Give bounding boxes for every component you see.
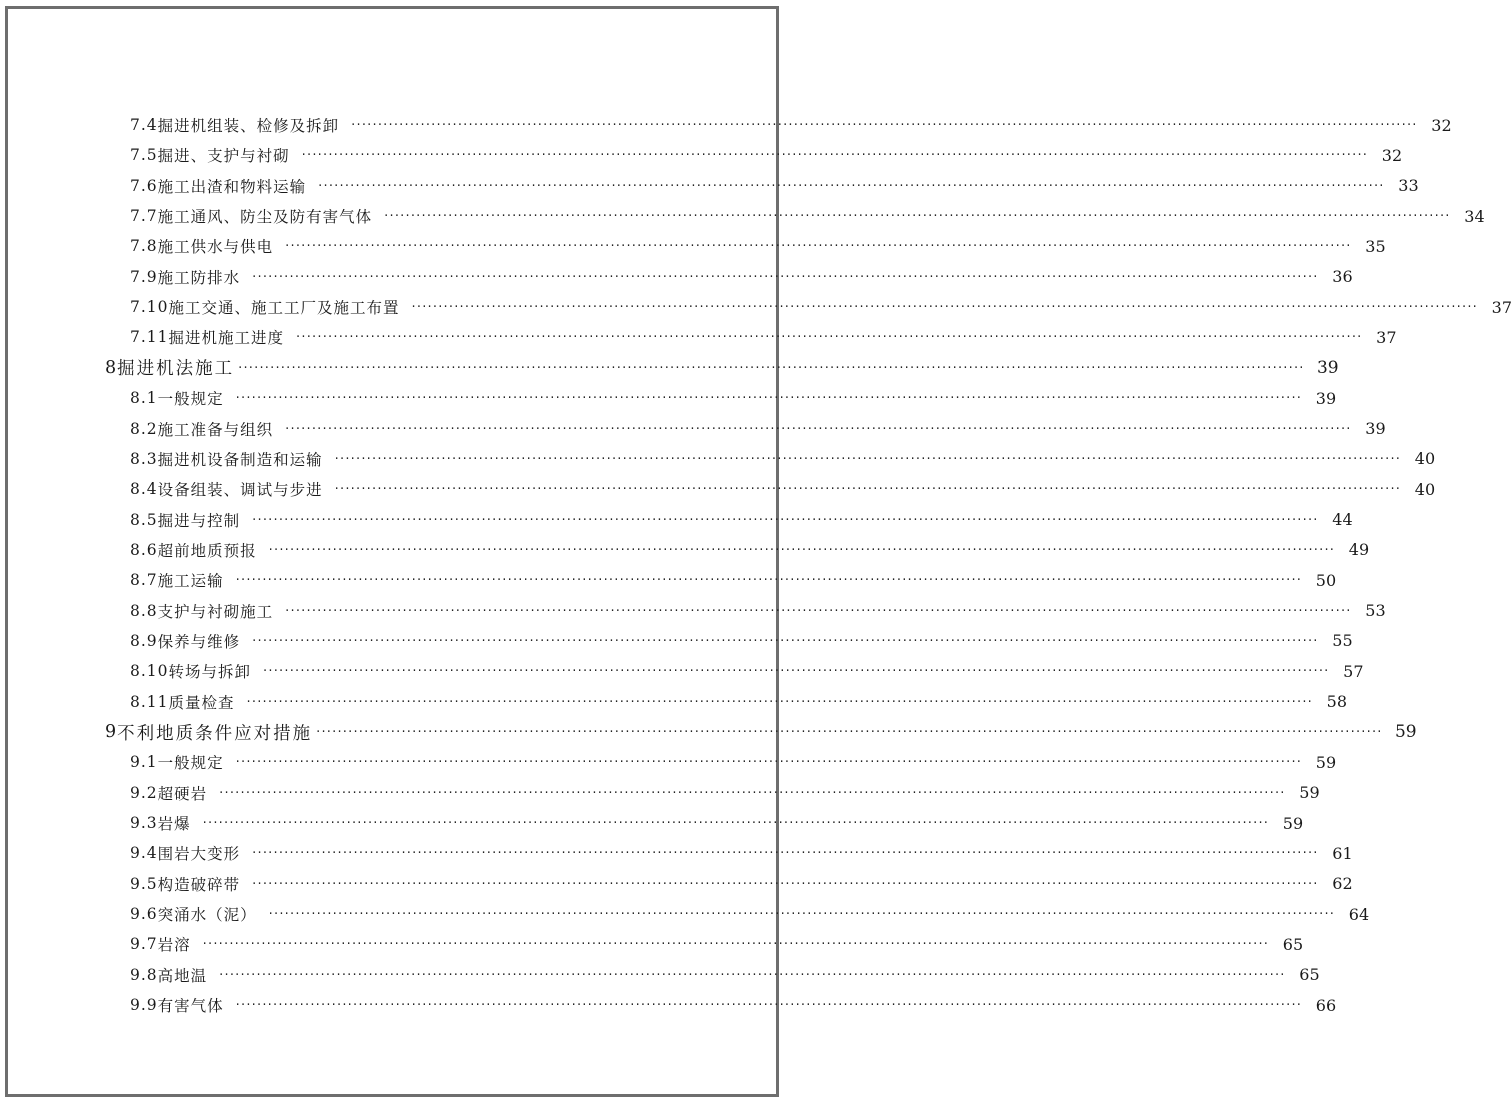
- toc-section-entry[interactable]: [130, 656, 1364, 686]
- toc-entry-number: 8.4: [130, 480, 158, 499]
- toc-dot-leader: ········································································································································································································: [268, 542, 1336, 558]
- toc-dot-leader: ········································································································································································································: [285, 603, 1352, 619]
- toc-chapter-entry[interactable]: [105, 717, 1417, 747]
- toc-entry-number: 7.6: [130, 176, 158, 195]
- toc-entry-number: 7.9: [130, 267, 158, 286]
- toc-dot-leader: ········································································································································································································: [384, 209, 1451, 225]
- toc-section-entry[interactable]: [130, 140, 1403, 170]
- toc-entry-number: 9.6: [130, 905, 158, 924]
- toc-section-entry[interactable]: [130, 565, 1337, 595]
- toc-entry-page-number: 37: [1491, 297, 1512, 317]
- toc-section-entry[interactable]: [130, 110, 1452, 140]
- toc-dot-leader: ········································································································································································································: [202, 816, 1270, 832]
- toc-section-entry[interactable]: [130, 535, 1370, 565]
- toc-dot-leader: ········································································································································································································: [235, 573, 1303, 589]
- toc-entry-title: 岩爆: [157, 815, 191, 834]
- toc-entry-page-number: 59: [1315, 752, 1337, 772]
- toc-dot-leader: ········································································································································································································: [316, 725, 1383, 740]
- toc-entry-number: 8.10: [130, 662, 169, 681]
- toc-section-entry[interactable]: [130, 990, 1337, 1020]
- toc-entry-number: 8.9: [130, 631, 158, 650]
- toc-entry-number: 8.6: [130, 540, 158, 559]
- toc-entry-number: 7.5: [130, 146, 158, 165]
- toc-entry-page-number: 59: [1299, 783, 1320, 803]
- toc-entry-number: 8.3: [130, 449, 158, 468]
- toc-chapter-entry[interactable]: [105, 353, 1339, 383]
- toc-dot-leader: ········································································································································································································: [318, 178, 1385, 194]
- toc-entry-number: 9.4: [130, 844, 158, 863]
- toc-dot-leader: ········································································································································································································: [351, 118, 1418, 133]
- toc-entry-title: 超硬岩: [157, 784, 208, 803]
- toc-entry-title: 施工运输: [157, 572, 224, 591]
- toc-dot-leader: ········································································································································································································: [238, 360, 1305, 376]
- toc-entry-page-number: 49: [1348, 540, 1370, 560]
- toc-entry-title: 施工交通、施工工厂及施工布置: [168, 299, 400, 318]
- toc-entry-page-number: 58: [1326, 692, 1347, 712]
- toc-entry-page-number: 40: [1414, 479, 1436, 499]
- toc-entry-title: 超前地质预报: [157, 541, 257, 560]
- toc-entry-number: 8: [105, 357, 118, 378]
- toc-entry-number: 9.7: [130, 935, 158, 954]
- toc-entry-title: 掘进与控制: [157, 511, 241, 530]
- toc-entry-title: 施工供水与供电: [157, 238, 274, 257]
- toc-entry-number: 7.8: [130, 237, 158, 256]
- toc-section-entry[interactable]: [130, 262, 1353, 292]
- toc-dot-leader: ········································································································································································································: [334, 451, 1402, 467]
- toc-dot-leader: ········································································································································································································: [411, 300, 1478, 316]
- toc-entry-number: 8.5: [130, 510, 158, 529]
- toc-dot-leader: ········································································································································································································: [285, 421, 1352, 437]
- toc-entry-number: 9.8: [130, 965, 158, 984]
- toc-entry-page-number: 50: [1315, 570, 1337, 590]
- toc-dot-leader: ········································································································································································································: [235, 998, 1303, 1014]
- toc-dot-leader: ········································································································································································································: [334, 482, 1402, 498]
- toc-dot-leader: ········································································································································································································: [252, 876, 1319, 892]
- toc-entry-number: 8.2: [130, 419, 158, 438]
- toc-section-entry[interactable]: [130, 626, 1353, 656]
- toc-entry-title: 围岩大变形: [157, 845, 241, 864]
- toc-entry-number: 9: [105, 722, 118, 742]
- toc-entry-page-number: 65: [1282, 934, 1304, 954]
- toc-dot-leader: ········································································································································································································: [219, 967, 1286, 983]
- toc-entry-number: 8.8: [130, 601, 158, 620]
- toc-section-entry[interactable]: [130, 747, 1337, 777]
- toc-entry-page-number: 57: [1343, 661, 1364, 681]
- toc-section-entry[interactable]: [130, 383, 1337, 413]
- toc-entry-number: 7.4: [130, 116, 158, 134]
- toc-dot-leader: ········································································································································································································: [252, 846, 1319, 862]
- toc-entry-title: 有害气体: [157, 997, 224, 1016]
- toc-section-entry[interactable]: [130, 322, 1397, 352]
- toc-entry-title: 岩溶: [157, 936, 191, 955]
- toc-section-entry[interactable]: [130, 899, 1370, 929]
- toc-dot-leader: ········································································································································································································: [296, 330, 1363, 346]
- toc-entry-page-number: 39: [1315, 388, 1337, 408]
- toc-entry-title: 质量检查: [168, 693, 235, 712]
- toc-entry-page-number: 36: [1332, 267, 1353, 287]
- toc-section-entry[interactable]: [130, 474, 1436, 504]
- toc-entry-page-number: 39: [1316, 357, 1339, 378]
- toc-section-entry[interactable]: [130, 231, 1386, 261]
- toc-section-entry[interactable]: [130, 292, 1512, 322]
- toc-entry-number: 7.10: [130, 298, 169, 317]
- toc-entry-number: 8.11: [130, 692, 169, 711]
- toc-entry-title: 施工出渣和物料运输: [157, 177, 307, 196]
- toc-entry-title: 施工防排水: [157, 268, 241, 287]
- toc-entry-title: 施工准备与组织: [157, 420, 274, 439]
- toc-dot-leader: ········································································································································································································: [246, 694, 1313, 710]
- toc-dot-leader: ········································································································································································································: [252, 633, 1319, 649]
- toc-entry-page-number: 59: [1394, 722, 1417, 742]
- toc-entry-title: 掘进机设备制造和运输: [157, 450, 323, 469]
- toc-entry-page-number: 35: [1365, 236, 1386, 256]
- toc-entry-page-number: 39: [1365, 419, 1386, 438]
- toc-entry-page-number: 53: [1365, 601, 1386, 621]
- toc-section-entry[interactable]: [130, 414, 1386, 444]
- toc-entry-page-number: 33: [1398, 176, 1419, 196]
- toc-dot-leader: ········································································································································································································: [235, 755, 1303, 771]
- toc-dot-leader: ········································································································································································································: [285, 239, 1352, 255]
- toc-dot-leader: ········································································································································································································: [263, 664, 1330, 680]
- toc-section-entry[interactable]: [130, 838, 1353, 868]
- toc-section-entry[interactable]: [130, 808, 1304, 838]
- toc-entry-number: 9.1: [130, 753, 158, 772]
- toc-entry-number: 9.9: [130, 996, 158, 1015]
- toc-entry-page-number: 34: [1464, 206, 1485, 226]
- toc-entry-title: 施工通风、防尘及防有害气体: [157, 208, 373, 227]
- toc-section-entry[interactable]: [130, 171, 1419, 201]
- toc-entry-title: 一般规定: [157, 390, 224, 409]
- toc-entry-title: 突涌水（泥）: [157, 906, 257, 925]
- toc-entry-page-number: 40: [1414, 449, 1436, 469]
- toc-dot-leader: ········································································································································································································: [252, 512, 1319, 528]
- toc-entry-number: 9.2: [130, 783, 158, 802]
- toc-entry-page-number: 32: [1381, 145, 1403, 165]
- toc-entry-page-number: 64: [1348, 904, 1370, 924]
- toc-entry-number: 7.11: [130, 328, 169, 347]
- toc-entry-title: 不利地质条件应对措施: [117, 723, 313, 744]
- toc-entry-number: 8.7: [130, 571, 158, 590]
- toc-entry-page-number: 59: [1282, 813, 1304, 833]
- toc-entry-title: 高地温: [157, 966, 208, 985]
- toc-dot-leader: ········································································································································································································: [252, 269, 1319, 285]
- toc-entry-page-number: 55: [1332, 631, 1353, 651]
- toc-section-entry[interactable]: [130, 596, 1386, 626]
- toc-entry-title: 一般规定: [157, 754, 224, 773]
- toc-section-entry[interactable]: [130, 505, 1353, 535]
- toc-dot-leader: ········································································································································································································: [268, 907, 1336, 923]
- toc-entry-page-number: 66: [1315, 995, 1337, 1015]
- toc-section-entry[interactable]: [130, 444, 1436, 474]
- toc-entry-page-number: 61: [1332, 843, 1353, 863]
- toc-dot-leader: ········································································································································································································: [219, 785, 1286, 801]
- toc-section-entry[interactable]: [130, 869, 1353, 899]
- toc-entry-title: 保养与维修: [157, 632, 241, 651]
- toc-entry-number: 8.1: [130, 389, 158, 408]
- toc-entry-number: 7.7: [130, 207, 158, 226]
- toc-section-entry[interactable]: [130, 778, 1320, 808]
- toc-entry-page-number: 44: [1332, 510, 1353, 530]
- toc-entry-number: 9.3: [130, 814, 158, 833]
- toc-entry-page-number: 62: [1332, 874, 1353, 894]
- toc-dot-leader: ········································································································································································································: [301, 148, 1369, 164]
- toc-dot-leader: ········································································································································································································: [235, 391, 1303, 407]
- toc-entry-page-number: 65: [1299, 965, 1320, 985]
- toc-entry-title: 支护与衬砌施工: [157, 602, 274, 621]
- toc-section-entry[interactable]: [130, 201, 1485, 231]
- toc-entry-page-number: 32: [1431, 115, 1452, 135]
- toc-entry-title: 转场与拆卸: [168, 663, 252, 682]
- toc-section-entry[interactable]: [130, 929, 1304, 959]
- toc-entry-title: 掘进、支护与衬砌: [157, 147, 290, 166]
- toc-entry-page-number: 37: [1376, 327, 1397, 347]
- toc-entry-title: 设备组装、调试与步进: [157, 481, 323, 500]
- toc-entry-number: 9.5: [130, 874, 158, 893]
- toc-entry-title: 构造破碎带: [157, 875, 241, 894]
- toc-section-entry[interactable]: [130, 687, 1347, 717]
- toc-entry-title: 掘进机施工进度: [168, 329, 285, 348]
- toc-dot-leader: ········································································································································································································: [202, 937, 1270, 953]
- toc-entry-title: 掘进机法施工: [117, 359, 235, 380]
- toc-entry-title: 掘进机组装、检修及拆卸: [157, 117, 340, 135]
- toc-section-entry[interactable]: [130, 960, 1320, 990]
